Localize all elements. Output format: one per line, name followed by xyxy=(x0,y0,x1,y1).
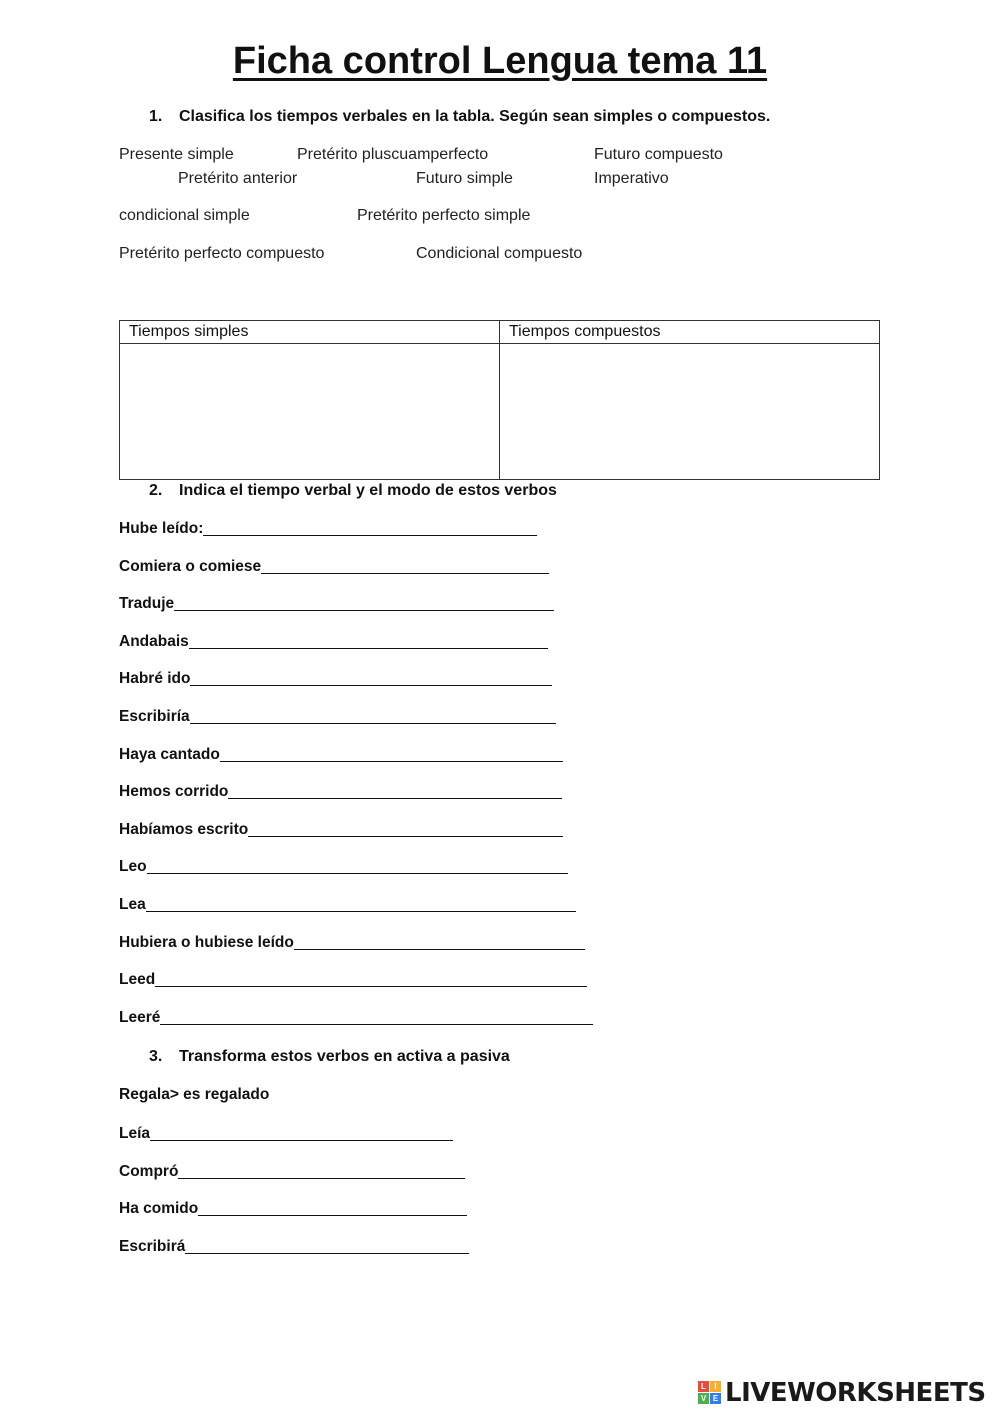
liveworksheets-logo-icon xyxy=(698,1381,722,1405)
question-2-number: 2. xyxy=(149,482,163,499)
answer-input[interactable] xyxy=(189,632,548,649)
question-2-heading xyxy=(149,482,557,500)
answer-row xyxy=(119,1124,453,1143)
answer-input[interactable] xyxy=(160,1008,593,1025)
page-title: Ficha control Lengua tema 11 xyxy=(232,40,768,82)
answer-row xyxy=(119,1162,465,1181)
verb-word-chip[interactable]: Pretérito pluscuamperfecto xyxy=(297,146,489,163)
drop-zone-simple[interactable] xyxy=(120,344,500,480)
answer-row xyxy=(119,707,556,726)
answer-row xyxy=(119,895,576,914)
question-1-heading xyxy=(149,108,770,126)
answer-label: Comiera o comiese xyxy=(119,557,262,575)
answer-label: Escribiría xyxy=(119,708,190,725)
answer-label: Compró xyxy=(119,1162,179,1180)
answer-row xyxy=(119,820,563,839)
answer-input[interactable] xyxy=(261,557,549,574)
answer-label: Leía xyxy=(119,1125,151,1142)
answer-input[interactable] xyxy=(190,669,552,686)
answer-row xyxy=(119,970,587,989)
verb-word-chip[interactable]: Futuro simple xyxy=(416,170,513,187)
logo-block-i: I xyxy=(710,1381,721,1392)
table-header-simple: Tiempos simples xyxy=(120,321,500,344)
answer-label: Hube leído: xyxy=(119,520,204,537)
answer-label: Traduje xyxy=(119,595,175,613)
drop-zone-compound[interactable] xyxy=(500,344,880,480)
logo-block-l: L xyxy=(698,1381,709,1392)
answer-input[interactable] xyxy=(147,857,568,874)
answer-input[interactable] xyxy=(150,1124,453,1141)
answer-input[interactable] xyxy=(198,1199,467,1216)
answer-input[interactable] xyxy=(190,707,556,724)
answer-row xyxy=(119,1008,593,1027)
answer-label: Ha comido xyxy=(119,1200,199,1218)
verb-word-chip[interactable]: Pretérito anterior xyxy=(178,170,298,187)
answer-input[interactable] xyxy=(146,895,576,912)
answer-input[interactable] xyxy=(174,594,554,611)
answer-label: Leeré xyxy=(119,1008,161,1026)
answer-label: Escribirá xyxy=(119,1237,186,1255)
answer-row xyxy=(119,1199,467,1218)
answer-row xyxy=(119,1237,469,1256)
answer-row xyxy=(119,782,562,801)
answer-input[interactable] xyxy=(220,745,563,762)
logo-block-e: E xyxy=(710,1393,721,1404)
question-2-text: Indica el tiempo verbal y el modo de estos verbos xyxy=(179,482,557,499)
verb-word-chip[interactable]: Condicional compuesto xyxy=(416,245,583,262)
answer-row xyxy=(119,933,585,952)
answer-input[interactable] xyxy=(203,519,537,536)
answer-label: Leo xyxy=(119,858,147,876)
verb-word-chip[interactable]: Futuro compuesto xyxy=(594,146,723,163)
answer-label: Lea xyxy=(119,896,146,913)
verb-word-chip[interactable]: Imperativo xyxy=(594,170,669,187)
question-3-number: 3. xyxy=(149,1048,163,1065)
answer-row xyxy=(119,557,549,576)
verb-word-chip[interactable]: Presente simple xyxy=(119,146,234,163)
table-header-compound: Tiempos compuestos xyxy=(500,321,880,344)
answer-input[interactable] xyxy=(228,782,562,799)
liveworksheets-logo xyxy=(698,1378,986,1408)
liveworksheets-logo-text: LIVEWORKSHEETS xyxy=(725,1378,986,1408)
answer-row xyxy=(119,519,537,538)
question-3-text: Transforma estos verbos en activa a pasiva xyxy=(179,1048,510,1065)
answer-label: Andabais xyxy=(119,632,189,650)
logo-block-v: V xyxy=(698,1393,709,1404)
verb-word-chip[interactable]: condicional simple xyxy=(119,207,250,224)
question-1-text: Clasifica los tiempos verbales en la tabla. Según sean simples o compuestos. xyxy=(179,108,771,125)
question-1-number: 1. xyxy=(149,108,163,125)
verb-word-chip[interactable]: Pretérito perfecto compuesto xyxy=(119,245,325,262)
answer-input[interactable] xyxy=(294,933,585,950)
answer-label: Habíamos escrito xyxy=(119,820,249,838)
verb-word-chip[interactable]: Pretérito perfecto simple xyxy=(357,207,531,224)
answer-label: Haya cantado xyxy=(119,745,220,763)
answer-row xyxy=(119,745,563,764)
answer-label: Leed xyxy=(119,971,156,989)
answer-row xyxy=(119,669,552,688)
question-3-heading xyxy=(149,1048,510,1066)
answer-row xyxy=(119,857,568,876)
answer-input[interactable] xyxy=(155,970,587,987)
answer-input[interactable] xyxy=(185,1237,469,1254)
answer-row xyxy=(119,632,548,651)
answer-label: Habré ido xyxy=(119,670,191,688)
answer-label: Hemos corrido xyxy=(119,783,229,801)
classification-table xyxy=(119,320,880,480)
answer-label: Hubiera o hubiese leído xyxy=(119,933,294,951)
answer-input[interactable] xyxy=(248,820,563,837)
answer-row xyxy=(119,594,554,613)
question-3-example: Regala> es regalado xyxy=(119,1086,270,1103)
answer-input[interactable] xyxy=(178,1162,465,1179)
